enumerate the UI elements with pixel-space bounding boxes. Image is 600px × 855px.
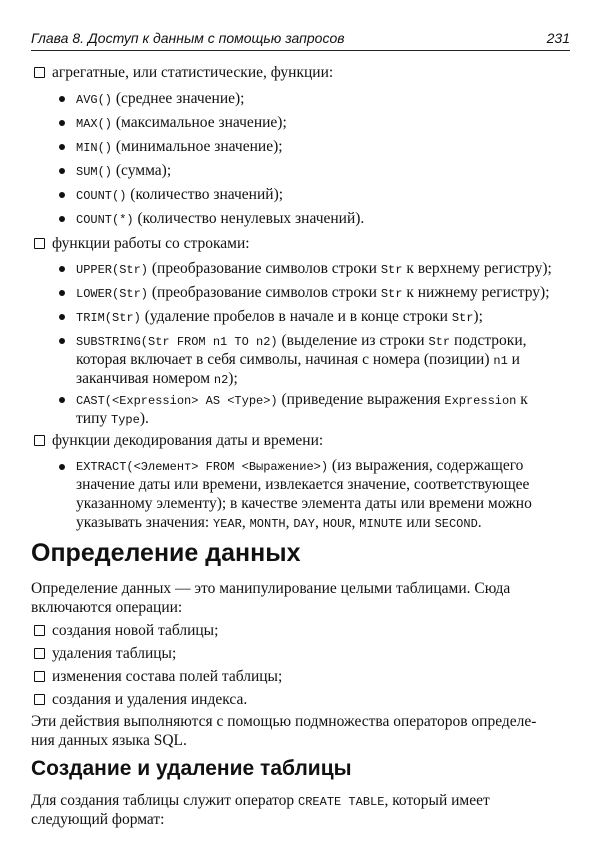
list-item: UPPER(Str) (преобразование символов строки Str к верхнему регистру); — [76, 260, 552, 277]
aggregate-title: агрегатные, или статистические, функции: — [52, 64, 334, 81]
list-item: SUBSTRING(Str FROM n1 TO n2) (выделение из строки Str подстроки, — [76, 332, 527, 349]
checkbox-bullet-icon — [34, 67, 45, 78]
list-item: TRIM(Str) (удаление пробелов в начале и в конце строки Str); — [76, 308, 483, 325]
bullet-dot-icon — [59, 338, 65, 344]
bullet-dot-icon — [59, 168, 65, 174]
string-functions-title: функции работы со строками: — [52, 235, 250, 252]
list-item: удаления таблицы; — [52, 645, 177, 662]
bullet-dot-icon — [59, 464, 65, 470]
list-item: изменения состава полей таблицы; — [52, 668, 283, 685]
bullet-dot-icon — [59, 266, 65, 272]
list-item-continuation: указанному элементу); в качестве элемента даты или времени можно — [76, 495, 532, 512]
list-item: COUNT(*) (количество ненулевых значений). — [76, 210, 365, 227]
paragraph-line: следующий формат: — [31, 811, 165, 828]
list-item-continuation: типу Type). — [76, 410, 149, 427]
bullet-dot-icon — [59, 192, 65, 198]
subsection-heading: Создание и удаление таблицы — [31, 757, 352, 780]
list-item: создания новой таблицы; — [52, 622, 219, 639]
checkbox-bullet-icon — [34, 648, 45, 659]
list-item-continuation: значение даты или времени, извлекается значение, соответствующее — [76, 476, 530, 493]
list-item: MIN() (минимальное значение); — [76, 138, 283, 155]
list-item: LOWER(Str) (преобразование символов строки Str к нижнему регистру); — [76, 284, 550, 301]
bullet-dot-icon — [59, 290, 65, 296]
checkbox-bullet-icon — [34, 238, 45, 249]
checkbox-bullet-icon — [34, 625, 45, 636]
list-item: AVG() (среднее значение); — [76, 90, 245, 107]
list-item: EXTRACT(<Элемент> FROM <Выражение>) (из выражения, содержащего — [76, 457, 524, 474]
list-item-continuation: заканчивая номером n2); — [76, 370, 238, 387]
list-item-continuation: указывать значения: YEAR, MONTH, DAY, HOUR, MINUTE или SECOND. — [76, 514, 482, 531]
chapter-title: Глава 8. Доступ к данным с помощью запросов — [31, 30, 345, 46]
list-item: CAST(<Expression> AS <Type>) (приведение выражения Expression к — [76, 391, 528, 408]
list-item: SUM() (сумма); — [76, 162, 172, 179]
checkbox-bullet-icon — [34, 435, 45, 446]
section-heading: Определение данных — [31, 539, 301, 567]
date-functions-title: функции декодирования даты и времени: — [52, 432, 324, 449]
page-header — [31, 26, 570, 51]
paragraph-line: Эти действия выполняются с помощью подмножества операторов определе- — [31, 713, 537, 730]
list-item: MAX() (максимальное значение); — [76, 114, 287, 131]
bullet-dot-icon — [59, 397, 65, 403]
checkbox-bullet-icon — [34, 694, 45, 705]
list-item: создания и удаления индекса. — [52, 691, 248, 708]
list-item: COUNT() (количество значений); — [76, 186, 284, 203]
page-number: 231 — [546, 30, 570, 46]
paragraph-line: включаются операции: — [31, 599, 183, 616]
list-item-continuation: которая включает в себя символы, начиная с номера (позиции) n1 и — [76, 351, 520, 368]
bullet-dot-icon — [59, 314, 65, 320]
paragraph-line: Определение данных — это манипулирование целыми таблицами. Сюда — [31, 580, 511, 597]
paragraph-line: Для создания таблицы служит оператор CREATE TABLE, который имеет — [31, 792, 490, 809]
bullet-dot-icon — [59, 144, 65, 150]
bullet-dot-icon — [59, 96, 65, 102]
bullet-dot-icon — [59, 120, 65, 126]
paragraph-line: ния данных языка SQL. — [31, 732, 187, 749]
checkbox-bullet-icon — [34, 671, 45, 682]
bullet-dot-icon — [59, 216, 65, 222]
